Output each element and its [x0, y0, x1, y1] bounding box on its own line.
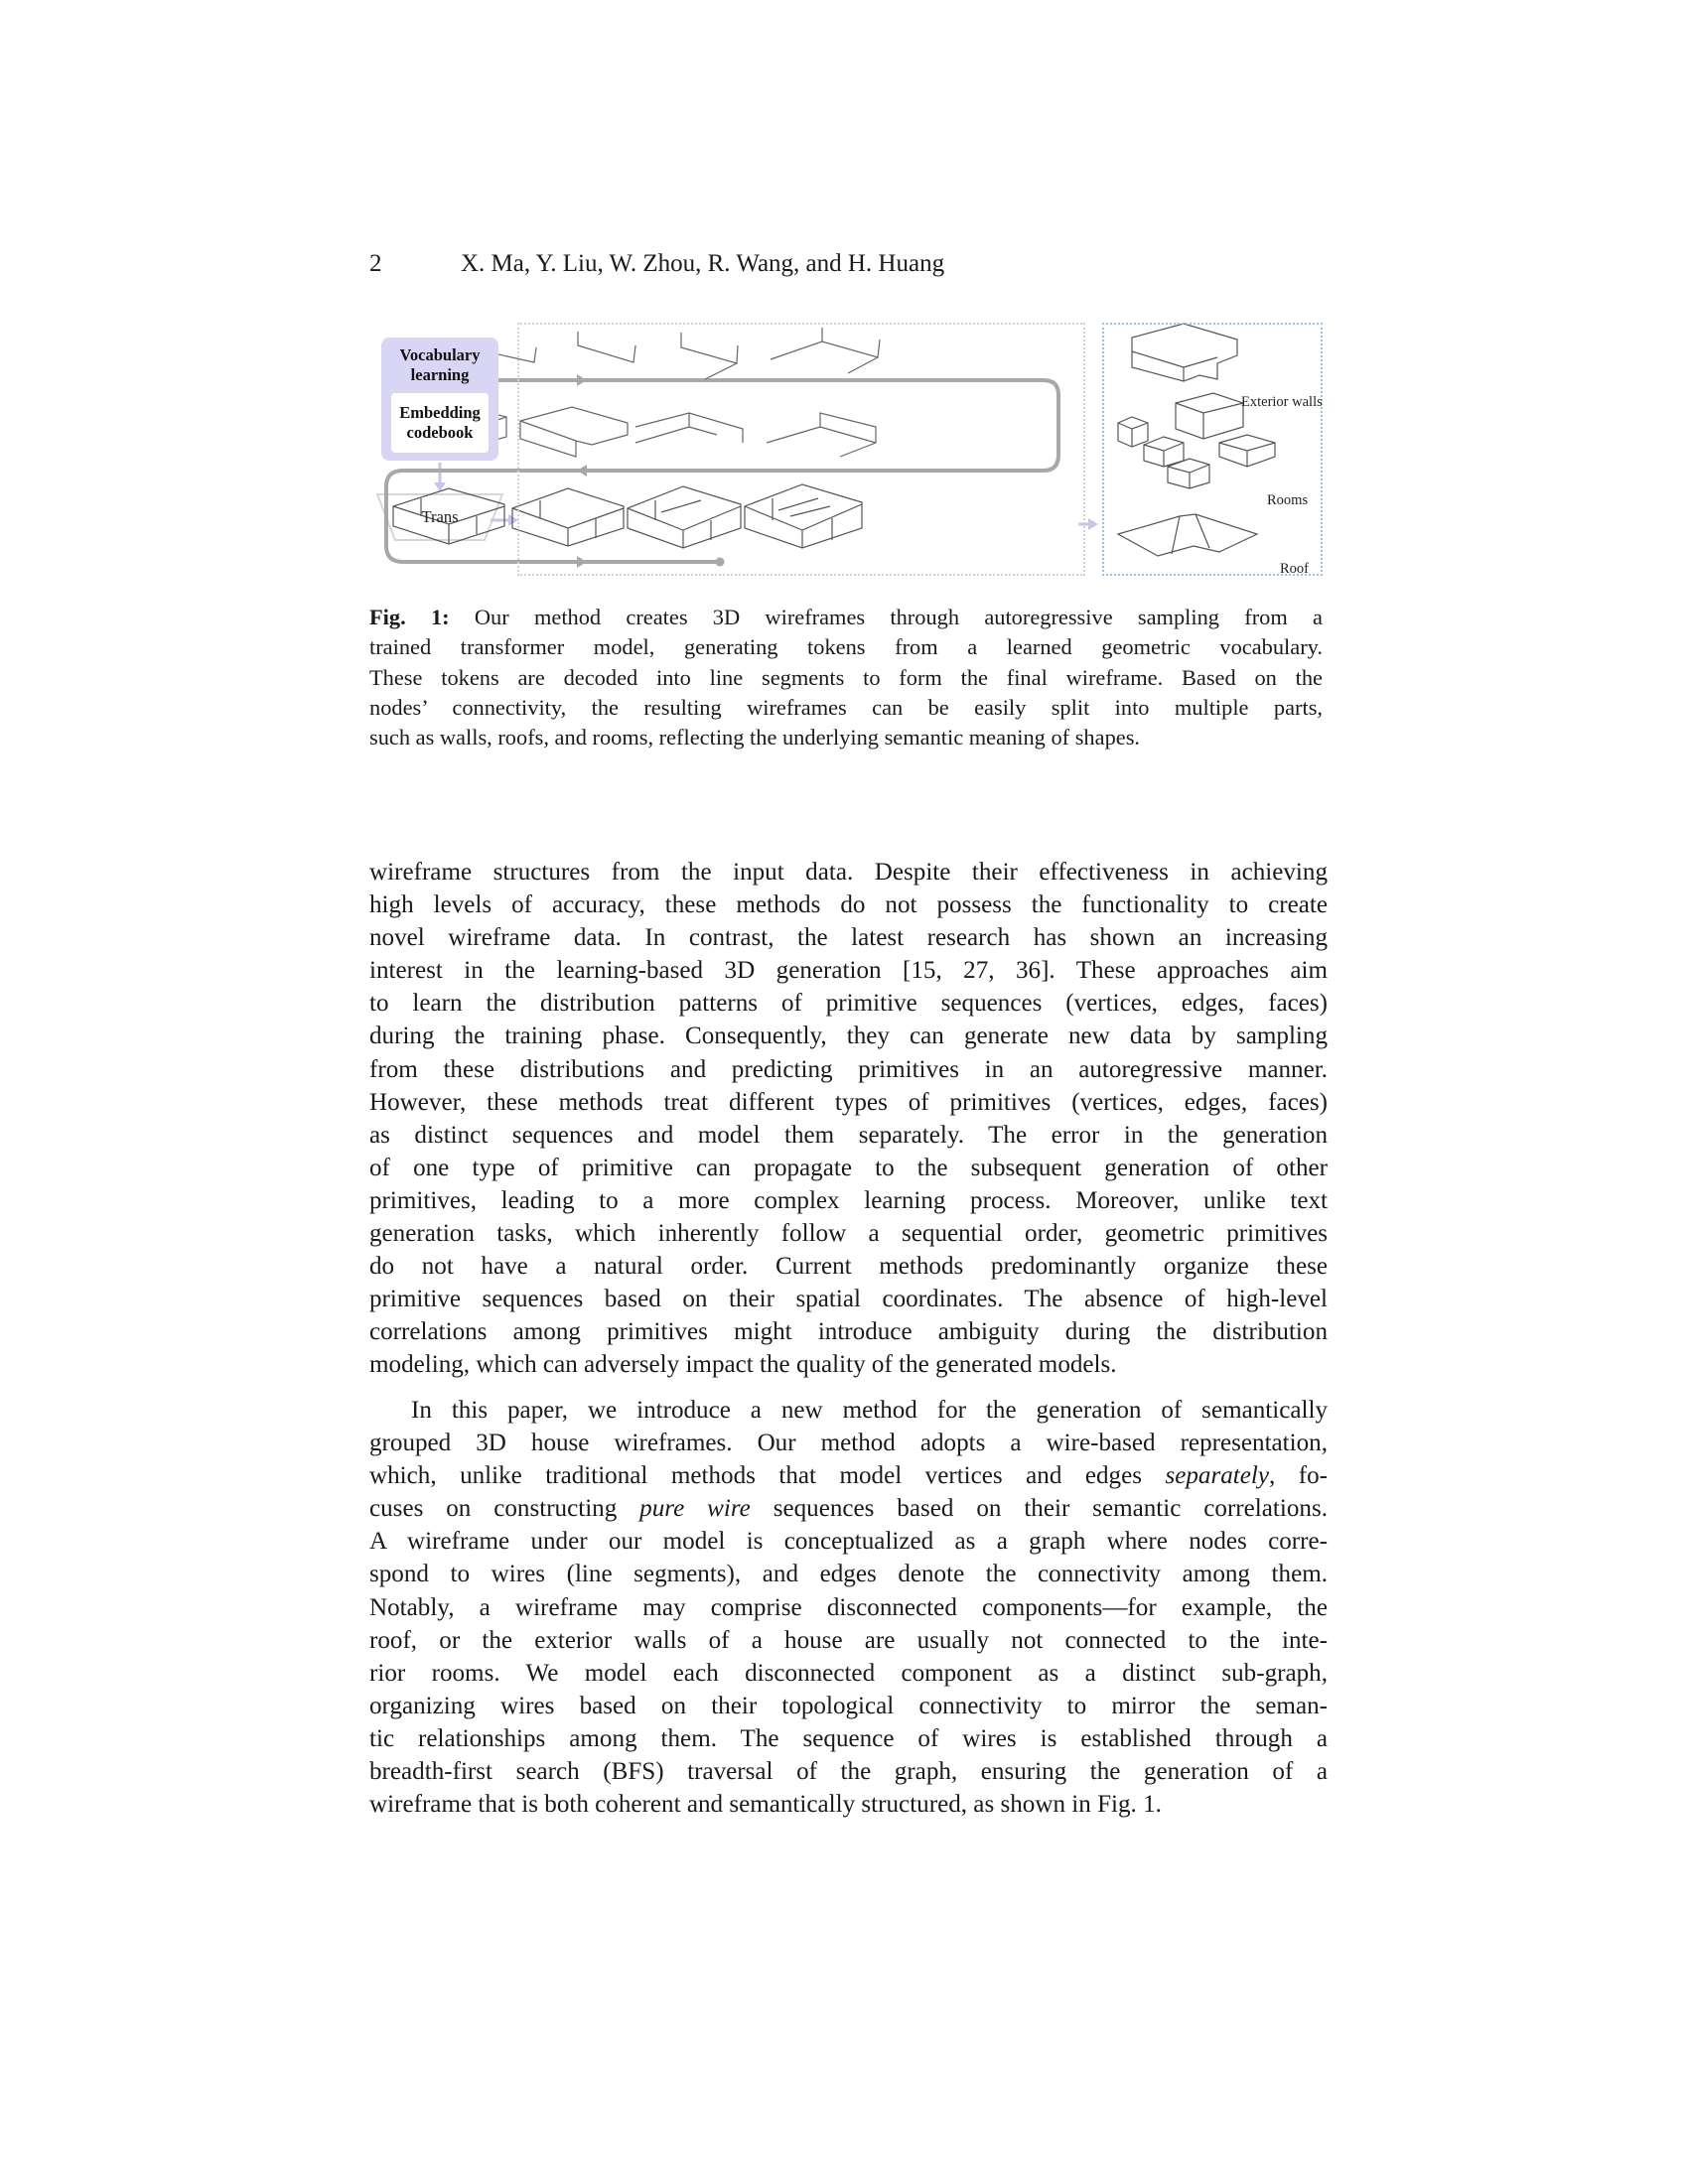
- semantic-parts-panel: [1102, 323, 1323, 576]
- vocabulary-learning-box: [381, 338, 498, 461]
- vocab-title-line2: learning: [410, 365, 470, 384]
- text-line: interest in the learning-based 3D generation [15, 27, 36]. These approaches aim: [369, 957, 1328, 985]
- text-line: as distinct sequences and model them separately. The error in the generation: [369, 1121, 1328, 1149]
- text-span: cuses on constructing: [369, 1495, 640, 1523]
- generation-sequence-panel: [517, 323, 1085, 576]
- text-line: to learn the distribution patterns of primitive sequences (vertices, edges, faces): [369, 990, 1328, 1018]
- caption-line: nodes’ connectivity, the resulting wireframes can be easily split into multiple parts,: [369, 694, 1323, 720]
- transformer-block: [381, 494, 498, 540]
- text-line: spond to wires (line segments), and edges denote the connectivity among them.: [369, 1561, 1328, 1588]
- text-line: primitive sequences based on their spatial coordinates. The absence of high-level: [369, 1286, 1328, 1313]
- text-line: during the training phase. Consequently, they can generate new data by sampling: [369, 1023, 1328, 1050]
- text-line: [369, 1459, 1328, 1492]
- text-line: rior rooms. We model each disconnected component as a distinct sub-graph,: [369, 1659, 1328, 1687]
- embedding-line1: Embedding: [399, 403, 481, 422]
- embedding-codebook-box: [391, 393, 489, 453]
- figure-1: [373, 318, 1323, 581]
- text-line: high levels of accuracy, these methods do not possess the functionality to create: [369, 891, 1328, 919]
- label-rooms: Rooms: [1267, 492, 1309, 508]
- text-line: A wireframe under our model is conceptualized as a graph where nodes corre-: [369, 1528, 1328, 1556]
- label-exterior-walls: Exterior walls: [1241, 394, 1323, 410]
- text-span: which, unlike traditional methods that model vertices and edges: [369, 1462, 1166, 1490]
- text-line: generation tasks, which inherently follow a sequential order, geometric primitives: [369, 1220, 1328, 1248]
- text-line: tic relationships among them. The sequence of wires is established through a: [369, 1724, 1328, 1752]
- text-line: Notably, a wireframe may comprise disconnected components—for example, the: [369, 1593, 1328, 1621]
- vocab-title-line1: Vocabulary: [399, 345, 481, 364]
- caption-line: These tokens are decoded into line segments to form the final wireframe. Based on the: [369, 664, 1323, 690]
- figure-label: Fig. 1:: [369, 605, 450, 629]
- text-span: , fo-: [1268, 1462, 1328, 1490]
- embedding-line2: codebook: [406, 423, 474, 442]
- caption-line: trained transformer model, generating tokens from a learned geometric vocabulary.: [369, 634, 1323, 660]
- text-line: novel wireframe data. In contrast, the latest research has shown an increasing: [369, 924, 1328, 952]
- transformer-label: Trans: [421, 507, 459, 526]
- text-line: wireframe that is both coherent and semantically structured, as shown in Fig. 1.: [369, 1791, 1162, 1819]
- page-number: 2: [369, 250, 382, 277]
- text-line: of one type of primitive can propagate to the subsequent generation of other: [369, 1154, 1328, 1181]
- caption-line: Our method creates 3D wireframes through autoregressive sampling from a: [449, 605, 1323, 629]
- text-line: grouped 3D house wireframes. Our method adopts a wire-based representation,: [369, 1430, 1328, 1457]
- text-line: breadth-first search (BFS) traversal of the graph, ensuring the generation of a: [369, 1758, 1328, 1786]
- text-line: organizing wires based on their topological connectivity to mirror the seman-: [369, 1692, 1328, 1719]
- text-line: In this paper, we introduce a new method for the generation of semantically: [411, 1397, 1328, 1424]
- caption-line: such as walls, roofs, and rooms, reflecting the underlying semantic meaning of shapes.: [369, 725, 1141, 751]
- text-line: modeling, which can adversely impact the quality of the generated models.: [369, 1351, 1117, 1379]
- body-paragraph-2: [369, 1394, 1328, 1821]
- text-line: [369, 1492, 1328, 1525]
- text-line: correlations among primitives might introduce ambiguity during the distribution: [369, 1318, 1328, 1346]
- text-span: sequences based on their semantic correlations.: [750, 1495, 1328, 1523]
- body-paragraph-1: [369, 856, 1328, 1382]
- emphasis-pure-wire: pure wire: [639, 1495, 751, 1523]
- text-line: primitives, leading to a more complex learning process. Moreover, unlike text: [369, 1186, 1328, 1214]
- text-line: roof, or the exterior walls of a house are usually not connected to the inte-: [369, 1626, 1328, 1654]
- figure-caption: [369, 603, 1323, 752]
- text-line: However, these methods treat different types of primitives (vertices, edges, faces): [369, 1088, 1328, 1116]
- label-roof: Roof: [1280, 561, 1309, 577]
- text-line: from these distributions and predicting primitives in an autoregressive manner.: [369, 1055, 1328, 1083]
- arrow-down-icon: [434, 463, 446, 491]
- text-line: do not have a natural order. Current methods predominantly organize these: [369, 1253, 1328, 1281]
- text-line: wireframe structures from the input data. Despite their effectiveness in achieving: [369, 859, 1328, 886]
- emphasis-separately: separately: [1165, 1462, 1269, 1490]
- author-list: X. Ma, Y. Liu, W. Zhou, R. Wang, and H. Huang: [461, 250, 945, 277]
